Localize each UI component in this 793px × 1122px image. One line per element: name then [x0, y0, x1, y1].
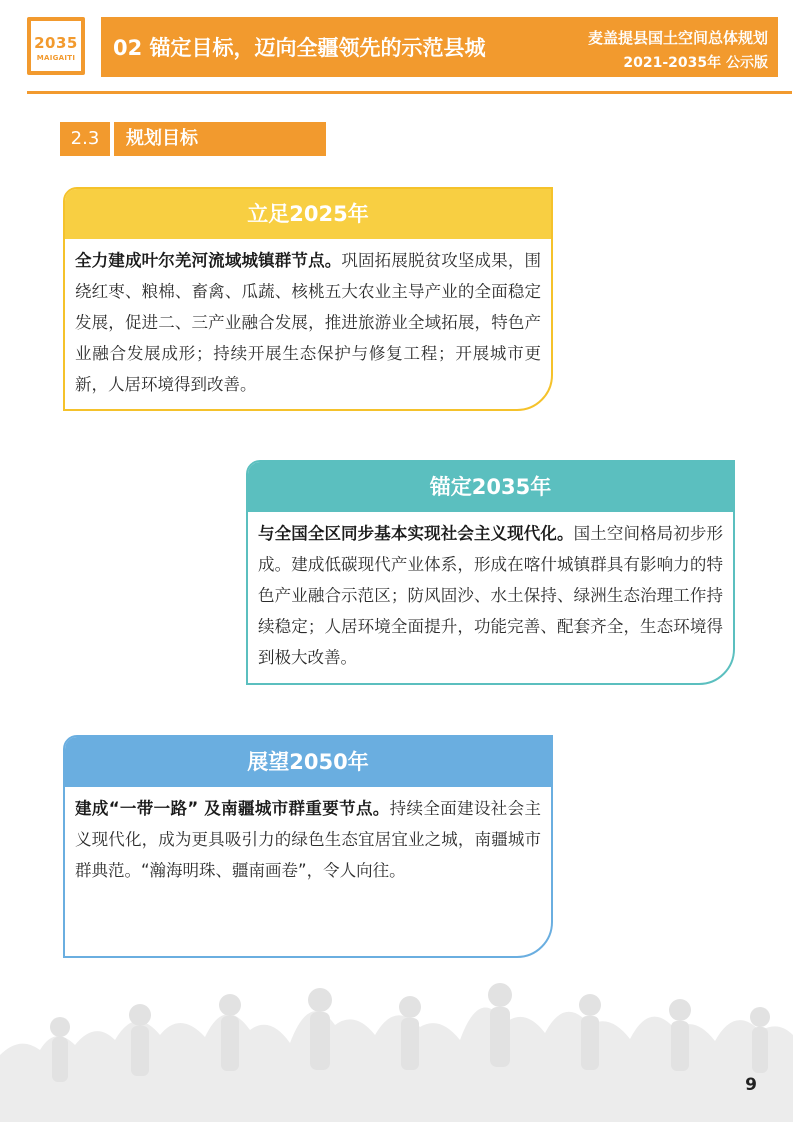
footer-silhouette-art — [0, 965, 793, 1122]
header-divider — [27, 91, 792, 94]
goal-card-heading: 锚定2035年 — [248, 462, 733, 512]
goal-card-text: 国土空间格局初步形成。建成低碳现代产业体系，形成在喀什城镇群具有影响力的特色产业融合示范区；防风固沙、水土保持、绿洲生态治理工作持续稳定；人居环境全面提升，功能完善、配套齐全，生态环境得到极大改善。 — [258, 524, 724, 667]
goal-card-body — [65, 787, 551, 886]
logo — [27, 17, 85, 75]
goal-card-lead: 与全国全区同步基本实现社会主义现代化。 — [258, 524, 574, 543]
logo-name: MAIGAITI — [36, 54, 76, 62]
page-number: 9 — [745, 1075, 757, 1095]
page-title: 02 锚定目标，迈向全疆领先的示范县城 — [113, 36, 486, 60]
section-number: 2.3 — [60, 122, 110, 156]
logo-year: 2035 — [34, 34, 78, 52]
header-bar — [101, 17, 778, 77]
goal-card-2050 — [63, 735, 553, 958]
goal-card-heading: 展望2050年 — [65, 737, 551, 787]
goal-card-text: 巩固拓展脱贫攻坚成果，围绕红枣、粮棉、畜禽、瓜蔬、核桃五大农业主导产业的全面稳定发展，促进二、三产业融合发展，推进旅游业全域拓展，特色产业融合发展成形；持续开展生态保护与修复工程；开展城市更新，人居环境得到改善。 — [75, 251, 542, 394]
section-title: 规划目标 — [114, 122, 326, 156]
goal-card-heading: 立足2025年 — [65, 189, 551, 239]
goal-card-lead: 建成“一带一路” 及南疆城市群重要节点。 — [75, 799, 390, 818]
goal-card-text: 持续全面建设社会主义现代化，成为更具吸引力的绿色生态宜居宜业之城，南疆城市群典范。“瀚海明珠、疆南画卷”，令人向往。 — [75, 799, 542, 880]
plan-name: 麦盖提县国土空间总体规划 — [587, 29, 768, 47]
plan-period: 2021-2035年 公示版 — [623, 55, 768, 71]
goal-card-lead: 全力建成叶尔羌河流域城镇群节点。 — [75, 251, 342, 270]
goal-card-body — [65, 239, 551, 400]
goal-card-2025 — [63, 187, 553, 411]
goal-card-body — [248, 512, 733, 673]
goal-card-2035 — [246, 460, 735, 685]
